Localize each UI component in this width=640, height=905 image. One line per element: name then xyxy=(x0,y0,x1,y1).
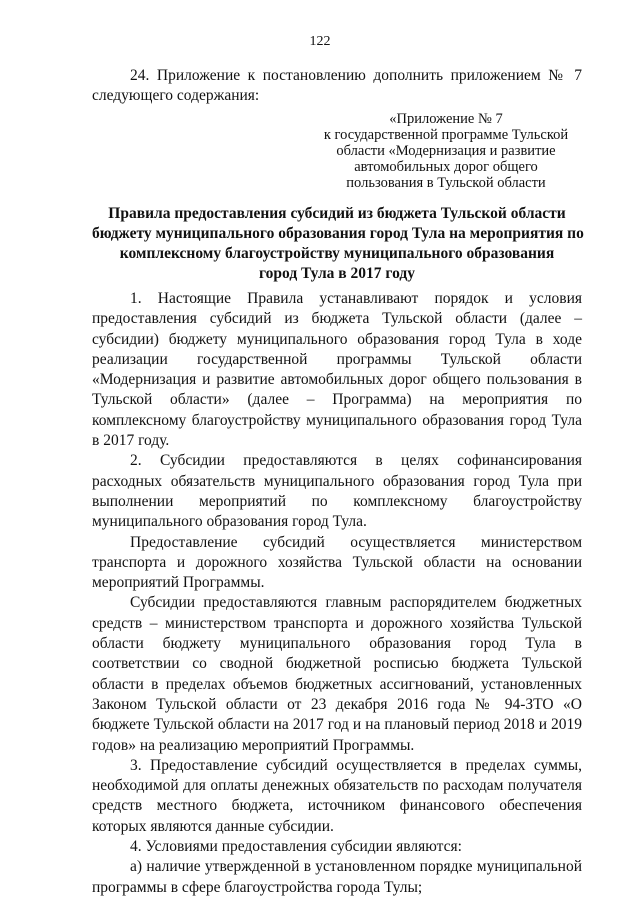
appendix-header xyxy=(300,111,592,191)
title-line: комплексному благоустройству муниципального образования xyxy=(119,245,555,262)
appendix-line: автомобильных дорог общего xyxy=(354,159,538,175)
intro-paragraph: 24. Приложение к постановлению дополнить приложением № 7 следующего содержания: xyxy=(92,67,582,104)
document-title xyxy=(92,204,582,284)
page-number: 122 xyxy=(309,34,331,49)
title-line: город Тула в 2017 году xyxy=(259,265,415,282)
appendix-line: пользования в Тульской области xyxy=(346,175,546,191)
paragraph-1: 1. Настоящие Правила устанавливают порядок и условия предоставления субсидий из бюджета Тульской области (далее – субсидии) бюджету муниципального образования город Тула в ходе реализации государственной программы Тульской области «Модернизация и развитие автомобильных дорог общего пользования в Тульской области» (далее – Программа) на мероприятия по комплексному благоустройству муниципального образования город Тула в 2017 году. xyxy=(92,290,582,450)
appendix-line: к государственной программе Тульской xyxy=(323,127,569,143)
appendix-line: области «Модернизация и развитие xyxy=(336,143,556,159)
title-line: бюджету муниципального образования город Тула на мероприятия по xyxy=(92,225,584,242)
title-line: Правила предоставления субсидий из бюджета Тульской области xyxy=(108,205,566,222)
paragraph-7: а) наличие утвержденной в установленном порядке муниципальной программы в сфере благоустройства города Тулы; xyxy=(92,858,582,896)
document-body xyxy=(92,289,582,898)
paragraph-4: Субсидии предоставляются главным распорядителем бюджетных средств – министерством транспорта и дорожного хозяйства Тульской области бюджету муниципального образования город Тула в соответствии со сводной бюджетной росписью бюджета Тульской области в пределах объемов бюджетных ассигнований, установленных Законом Тульской области от 23 декабря 2016 года № 94-ЗТО «О бюджете Тульской области на 2017 год и на плановый период 2018 и 2019 годов» на реализацию мероприятий Программы. xyxy=(92,594,582,754)
paragraph-6: 4. Условиями предоставления субсидии являются: xyxy=(130,838,462,856)
appendix-line: «Приложение № 7 xyxy=(389,111,503,127)
paragraph-3: Предоставление субсидий осуществляется министерством транспорта и дорожного хозяйства Тульской области на основании мероприятий Программы. xyxy=(92,533,582,592)
paragraph-5: 3. Предоставление субсидий осуществляется в пределах суммы, необходимой для оплаты денежных обязательств по расходам получателя средств местного бюджета, источником финансового обеспечения которых являются данные субсидии. xyxy=(92,756,582,835)
paragraph-2: 2. Субсидии предоставляются в целях софинансирования расходных обязательств муниципального образования город Тула при выполнении мероприятий по комплексному благоустройству муниципального образования город Тула. xyxy=(92,452,582,531)
